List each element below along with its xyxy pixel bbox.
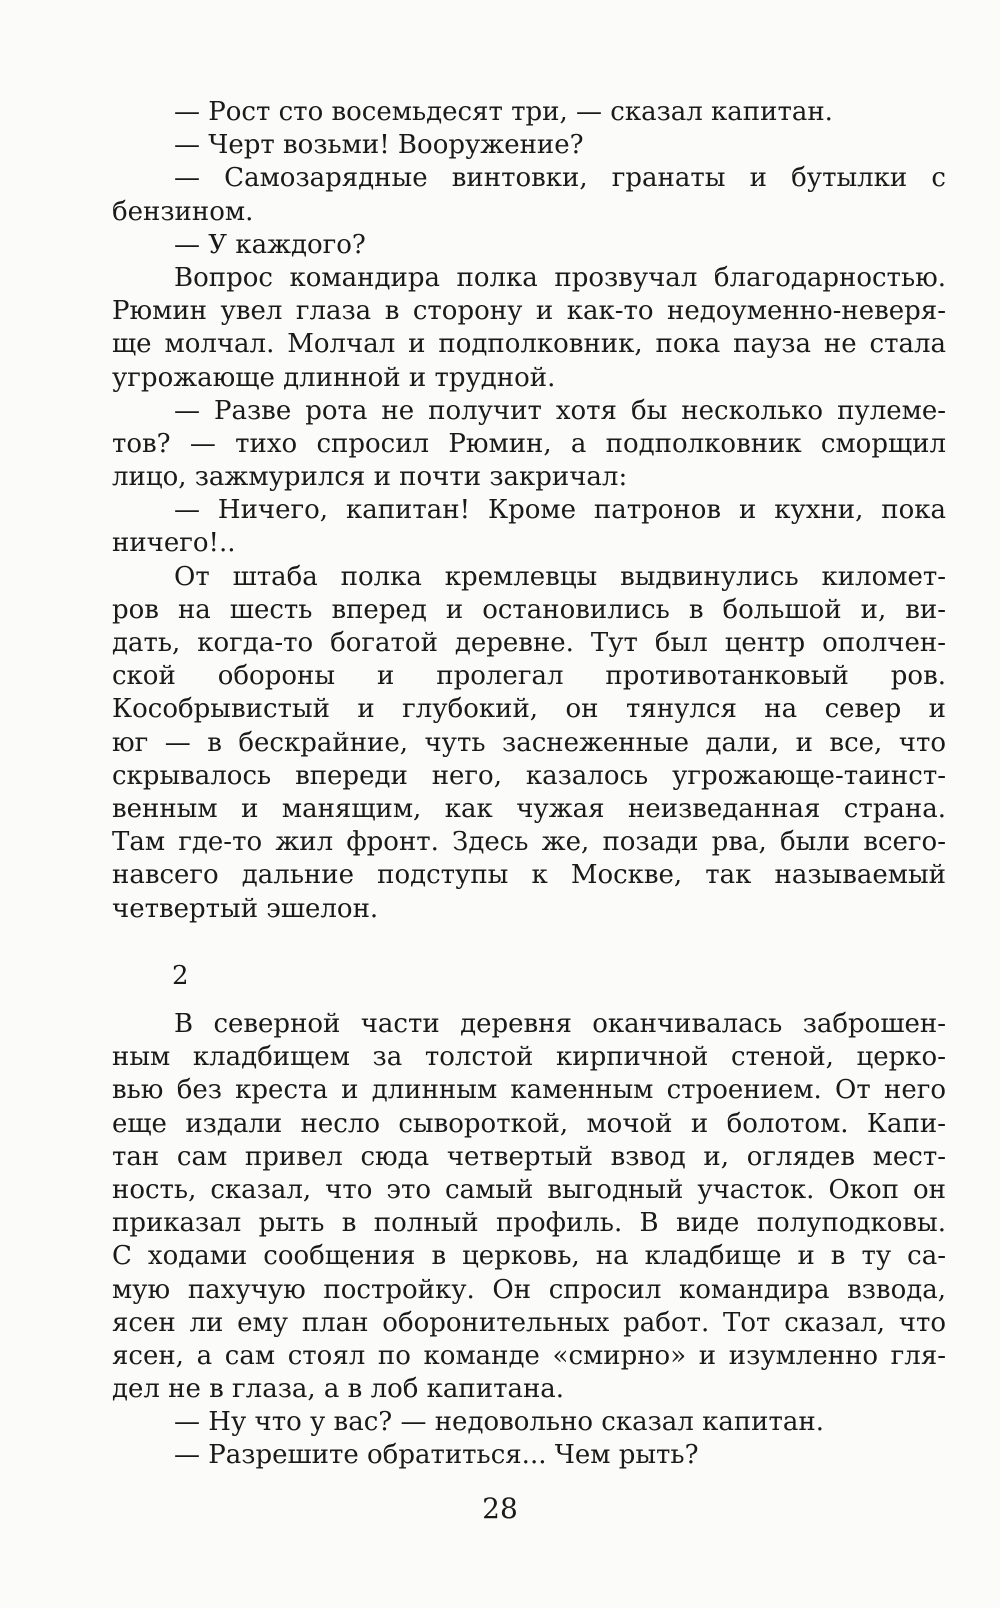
text-line: ясен, а сам стоял по команде «смирно» и изумленно гля-: [112, 1340, 946, 1371]
text-line: еще издали несло сывороткой, мочой и болотом. Капи-: [112, 1108, 946, 1139]
text-line: дать, когда-то богатой деревне. Тут был центр ополчен-: [112, 628, 946, 658]
text-line: — Черт возьми! Вооружение?: [174, 130, 584, 161]
text-line: ще молчал. Молчал и подполковник, пока пауза не стала: [112, 329, 946, 360]
text-line: ничего!..: [112, 528, 236, 559]
text-line: четвертый эшелон.: [112, 893, 379, 924]
text-line: венным и манящим, как чужая неизведанная страна.: [112, 793, 946, 824]
text-line: вью без креста и длинным каменным строением. От него: [112, 1075, 946, 1106]
text-line: мую пахучую постройку. Он спросил командира взвода,: [112, 1274, 946, 1305]
text-line: ным кладбищем за толстой кирпичной стеной, церко-: [112, 1042, 946, 1073]
text-line: — Разве рота не получит хотя бы несколько пулеме-: [174, 395, 946, 426]
text-line: ясен ли ему план оборонительных работ. Тот сказал, что: [112, 1307, 946, 1338]
page-number: 28: [482, 1492, 518, 1525]
text-line: С ходами сообщения в церковь, на кладбище и в ту са-: [112, 1241, 946, 1272]
text-line: бензином.: [112, 196, 254, 227]
text-line: навсего дальние подступы к Москве, так называемый: [112, 860, 946, 891]
chapter-number: 2: [172, 961, 189, 991]
text-line: Кособрывистый и глубокий, он тянулся на север и: [112, 694, 946, 725]
text-line: — Ну что у вас? — недовольно сказал капитан.: [174, 1407, 824, 1438]
text-line: Вопрос командира полка прозвучал благодарностью.: [174, 262, 946, 293]
text-block-bottom: [112, 1008, 946, 1473]
text-line: тан сам привел сюда четвертый взвод и, оглядев мест-: [112, 1141, 946, 1172]
text-line: Рюмин увел глаза в сторону и как-то недоуменно-неверя-: [112, 296, 946, 327]
text-line: — Рост сто восемьдесят три, — сказал капитан.: [174, 97, 833, 127]
text-line: В северной части деревня оканчивалась заброшен-: [174, 1009, 946, 1039]
text-line: юг — в бескрайние, чуть заснеженные дали, и все, что: [112, 727, 946, 758]
text-line: Там где-то жил фронт. Здесь же, позади рва, были всего-: [112, 827, 946, 858]
text-line: приказал рыть в полный профиль. В виде полуподковы.: [112, 1208, 946, 1239]
text-line: — Разрешите обратиться... Чем рыть?: [174, 1440, 699, 1471]
text-line: тов? — тихо спросил Рюмин, а подполковник сморщил: [112, 428, 946, 459]
text-block-top: [112, 96, 946, 926]
text-line: лицо, зажмурился и почти закричал:: [112, 462, 628, 493]
text-line: ность, сказал, что это самый выгодный участок. Окоп он: [112, 1174, 946, 1205]
text-line: угрожающе длинной и трудной.: [112, 362, 556, 393]
text-line: дел не в глаза, а в лоб капитана.: [112, 1374, 565, 1405]
text-line: скрывалось впереди него, казалось угрожающе-таинст-: [112, 760, 946, 791]
text-line: — Ничего, капитан! Кроме патронов и кухни, пока: [174, 495, 946, 526]
text-line: — Самозарядные винтовки, гранаты и бутылки с: [174, 163, 946, 194]
text-line: — У каждого?: [174, 229, 366, 260]
text-line: От штаба полка кремлевцы выдвинулись километ-: [174, 561, 946, 592]
text-line: ров на шесть вперед и остановились в большой и, ви-: [112, 594, 946, 625]
text-line: ской обороны и пролегал противотанковый ров.: [112, 661, 946, 692]
